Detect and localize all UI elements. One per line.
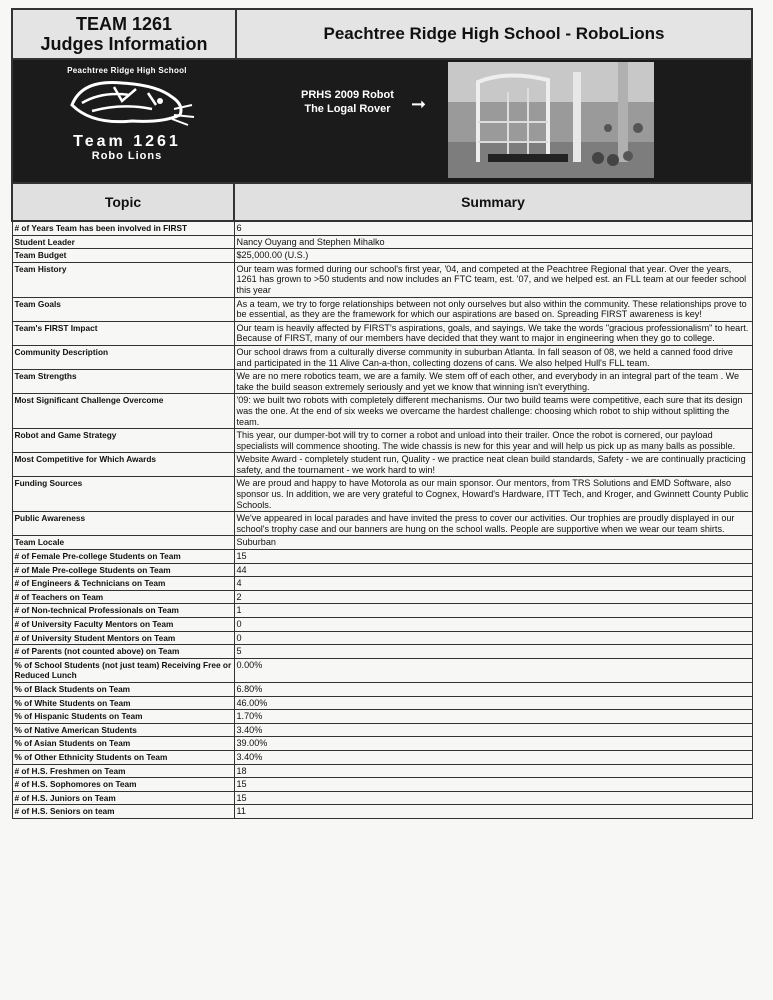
row-summary: This year, our dumper-bot will try to corner a robot and unload into their trailer. Once the robot is cornered, our payload specialists will commence shooting. The wide chassis is new for this year and will help us pick up as many balls as possible. — [234, 429, 752, 453]
table-row — [12, 631, 752, 645]
row-summary: Our team is heavily affected by FIRST's aspirations, goals, and sayings. We take the words "gracious professionalism" to heart. Because of FIRST, many of our members have decided that they want to major in engineering when they go to college. — [234, 321, 752, 345]
row-topic: # of Non-technical Professionals on Team — [12, 604, 234, 618]
row-summary: 1 — [234, 604, 752, 618]
row-topic: % of White Students on Team — [12, 696, 234, 710]
row-topic: Team Budget — [12, 249, 234, 263]
arrow-right-icon: ➞ — [411, 94, 427, 114]
row-topic: % of Hispanic Students on Team — [12, 710, 234, 724]
table-row — [12, 453, 752, 477]
table-row — [12, 249, 752, 263]
row-summary: 3.40% — [234, 723, 752, 737]
table-row — [12, 536, 752, 550]
table-row — [12, 618, 752, 632]
row-summary: 3.40% — [234, 750, 752, 764]
row-summary: Suburban — [234, 536, 752, 550]
judges-info-table — [11, 182, 753, 819]
row-topic: # of Years Team has been involved in FIRST — [12, 221, 234, 235]
table-row — [12, 778, 752, 792]
row-topic: Public Awareness — [12, 512, 234, 536]
row-summary: 0 — [234, 631, 752, 645]
logo-school-name: Peachtree Ridge High School — [67, 66, 187, 75]
row-topic: # of Female Pre-college Students on Team — [12, 550, 234, 564]
table-row — [12, 791, 752, 805]
row-topic: # of H.S. Freshmen on Team — [12, 764, 234, 778]
row-topic: # of University Faculty Mentors on Team — [12, 618, 234, 632]
row-summary: As a team, we try to forge relationships between not only ourselves but also within the community. These relationships prove to be essential, as they are the framework for which our aspirations are based on. Spreading FIRST awareness is key! — [234, 297, 752, 321]
row-summary: 15 — [234, 791, 752, 805]
header — [11, 8, 753, 60]
row-summary: 11 — [234, 805, 752, 819]
row-summary: 18 — [234, 764, 752, 778]
row-summary: 39.00% — [234, 737, 752, 751]
row-topic: Most Competitive for Which Awards — [12, 453, 234, 477]
team-number-title: TEAM 1261 — [75, 14, 173, 34]
row-summary: 6.80% — [234, 682, 752, 696]
row-summary: Nancy Ouyang and Stephen Mihalko — [234, 235, 752, 249]
table-row — [12, 477, 752, 512]
robot-caption-line2: The Logal Rover — [304, 103, 391, 115]
row-topic: Most Significant Challenge Overcome — [12, 394, 234, 429]
row-summary: We are no mere robotics team, we are a family. We stem off of each other, and everybody in an integral part of the team . We take the build season extremely seriously and yet we know that winning isn't everything. — [234, 370, 752, 394]
row-summary: We are proud and happy to have Motorola as our main sponsor. Our mentors, from TRS Solutions and EMD Software, also sponsor us. In addition, we are very grateful to Cognex, Howard's Hardware, ITT Tech, and Kroger, and Gwinnett County Public Schools. — [234, 477, 752, 512]
row-topic: Funding Sources — [12, 477, 234, 512]
team-logo — [37, 66, 217, 162]
topic-column-header: Topic — [12, 183, 234, 221]
table-row — [12, 321, 752, 345]
row-topic: % of Native American Students — [12, 723, 234, 737]
row-summary: 0 — [234, 618, 752, 632]
row-topic: % of Asian Students on Team — [12, 737, 234, 751]
row-topic: # of H.S. Juniors on Team — [12, 791, 234, 805]
table-row — [12, 764, 752, 778]
row-summary: 1.70% — [234, 710, 752, 724]
row-summary: 15 — [234, 778, 752, 792]
table-row — [12, 297, 752, 321]
table-row — [12, 645, 752, 659]
row-topic: Team History — [12, 262, 234, 297]
row-topic: Team Goals — [12, 297, 234, 321]
robot-caption — [301, 88, 394, 116]
table-row — [12, 345, 752, 369]
row-topic: % of School Students (not just team) Receiving Free or Reduced Lunch — [12, 658, 234, 682]
row-topic: Community Description — [12, 345, 234, 369]
table-row — [12, 658, 752, 682]
row-topic: Student Leader — [12, 235, 234, 249]
table-row — [12, 262, 752, 297]
table-row — [12, 550, 752, 564]
table-row — [12, 750, 752, 764]
table-row — [12, 737, 752, 751]
logo-team-name: Robo Lions — [91, 150, 163, 162]
row-topic: Team Strengths — [12, 370, 234, 394]
row-topic: # of Parents (not counted above) on Team — [12, 645, 234, 659]
row-summary: 0.00% — [234, 658, 752, 682]
row-summary: 15 — [234, 550, 752, 564]
row-topic: Robot and Game Strategy — [12, 429, 234, 453]
school-title: Peachtree Ridge High School - RoboLions — [237, 10, 751, 58]
judges-info-title: Judges Information — [40, 34, 208, 54]
table-row — [12, 429, 752, 453]
row-summary: 46.00% — [234, 696, 752, 710]
judges-info-sheet — [11, 8, 753, 819]
row-summary: Website Award - completely student run, Quality - we practice neat clean build standards, Safety - we are continually practicing safety, and the tournament - we work hard to win! — [234, 453, 752, 477]
row-summary: 2 — [234, 590, 752, 604]
table-row — [12, 723, 752, 737]
table-row — [12, 577, 752, 591]
row-topic: # of University Student Mentors on Team — [12, 631, 234, 645]
row-summary: '09: we built two robots with completely different mechanisms. Our two build teams were competitive, each sure that its design was the one. At the end of six weeks we overcame the hardest challenge: choosing which robot to ship without splitting the team. — [234, 394, 752, 429]
row-topic: Team's FIRST Impact — [12, 321, 234, 345]
row-topic: # of H.S. Seniors on team — [12, 805, 234, 819]
table-row — [12, 710, 752, 724]
row-summary: Our team was formed during our school's first year, '04, and competed at the Peachtree Regional that year. Over the years, 1261 has grown to >50 students and now includes an FTC team, est. '07, and we helped est. an FLL team at our feeder school this year — [234, 262, 752, 297]
table-row — [12, 590, 752, 604]
row-summary: 5 — [234, 645, 752, 659]
table-row — [12, 394, 752, 429]
row-topic: % of Other Ethnicity Students on Team — [12, 750, 234, 764]
row-topic: # of Engineers & Technicians on Team — [12, 577, 234, 591]
table-row — [12, 370, 752, 394]
table-row — [12, 512, 752, 536]
table-row — [12, 696, 752, 710]
row-topic: # of Male Pre-college Students on Team — [12, 563, 234, 577]
banner — [11, 60, 753, 182]
row-topic: % of Black Students on Team — [12, 682, 234, 696]
table-row — [12, 235, 752, 249]
row-summary: $25,000.00 (U.S.) — [234, 249, 752, 263]
table-row — [12, 805, 752, 819]
summary-column-header: Summary — [234, 183, 752, 221]
robot-caption-line1: PRHS 2009 Robot — [301, 89, 394, 101]
row-summary: Our school draws from a culturally diverse community in suburban Atlanta. In fall season of 08, we held a canned food drive and participated in the 11 Alive Can-a-thon, collecting dozens of cans. We also helped Hull's FLL team. — [234, 345, 752, 369]
robot-photo — [448, 62, 654, 178]
row-topic: # of H.S. Sophomores on Team — [12, 778, 234, 792]
lion-head-icon — [52, 75, 202, 127]
row-summary: 6 — [234, 221, 752, 235]
row-topic: # of Teachers on Team — [12, 590, 234, 604]
table-row — [12, 682, 752, 696]
table-row — [12, 221, 752, 235]
row-topic: Team Locale — [12, 536, 234, 550]
table-body — [12, 221, 752, 818]
table-row — [12, 563, 752, 577]
logo-team-number: Team 1261 — [73, 133, 181, 150]
header-left — [13, 10, 237, 58]
row-summary: 44 — [234, 563, 752, 577]
table-row — [12, 604, 752, 618]
row-summary: We've appeared in local parades and have invited the press to cover our activities. Our trophies are proudly displayed in our school's trophy case and our banners are hung on the school walls. People are supportive when we wear our team shirts. — [234, 512, 752, 536]
row-summary: 4 — [234, 577, 752, 591]
